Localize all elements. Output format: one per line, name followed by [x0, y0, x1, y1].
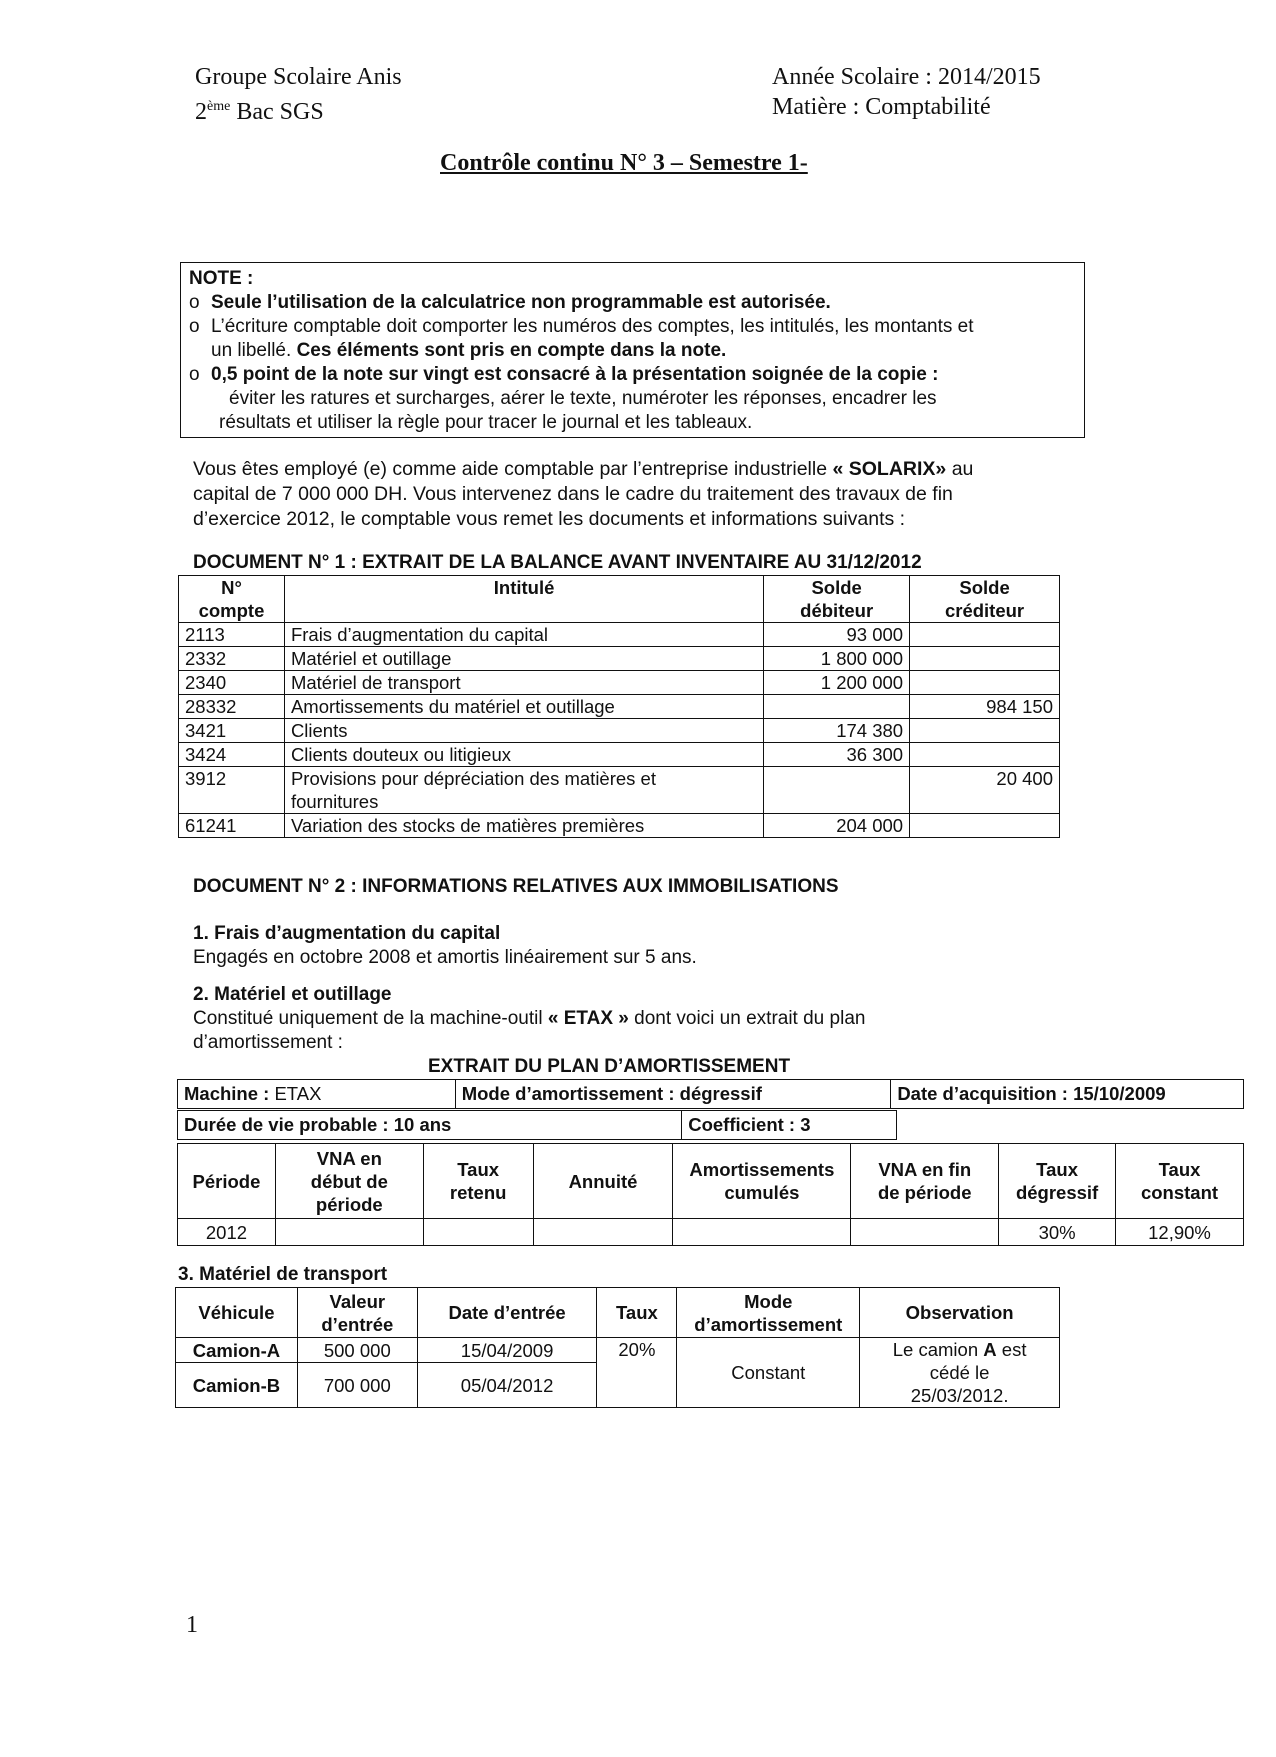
note-label: NOTE :: [189, 268, 254, 289]
col-header-credit: Solde créditeur: [910, 576, 1060, 623]
table-row: 2340 Matériel de transport 1 200 000: [179, 671, 1060, 695]
table-row: 2113 Frais d’augmentation du capital 93 000: [179, 623, 1060, 647]
page-title: Contrôle continu N° 3 – Semestre 1-: [440, 150, 808, 176]
page-number: 1: [186, 1612, 198, 1638]
subject: Matière : Comptabilité: [772, 94, 991, 120]
mode-cell: Mode d’amortissement : dégressif: [455, 1080, 891, 1109]
note-box: [180, 262, 1085, 438]
observation-cell: Le camion A est cédé le 25/03/2012.: [860, 1338, 1060, 1408]
class-name: 2ème Bac SGS: [195, 99, 324, 125]
doc1-title: DOCUMENT N° 1 : EXTRAIT DE LA BALANCE AVANT INVENTAIRE AU 31/12/2012: [193, 552, 922, 573]
table-row: 2012 30% 12,90%: [178, 1219, 1244, 1246]
section-2: 2. Matériel et outillage Constitué uniquement de la machine-outil « ETAX » dont voici un extrait du plan d’amortissement :: [193, 984, 866, 1053]
table-row: Camion-B 700 000 05/04/2012: [176, 1363, 1060, 1408]
section-2-text: Constitué uniquement de la machine-outil « ETAX » dont voici un extrait du plan: [193, 1008, 866, 1029]
section-2-title: 2. Matériel et outillage: [193, 984, 392, 1005]
school-name: Groupe Scolaire Anis: [195, 64, 402, 90]
balance-table: [178, 575, 1060, 838]
col-header-compte: N° compte: [179, 576, 285, 623]
header-left: [195, 62, 402, 127]
col-header-intitule: Intitulé: [284, 576, 763, 623]
section-1-title: 1. Frais d’augmentation du capital: [193, 923, 501, 944]
balance-header-row: [179, 576, 1060, 623]
section-3-title: 3. Matériel de transport: [178, 1264, 388, 1285]
vehicle-table: [175, 1287, 1060, 1408]
table-row: 3912 Provisions pour dépréciation des matières et fournitures 20 400: [179, 767, 1060, 814]
section-1: [193, 922, 697, 970]
doc2-title: DOCUMENT N° 2 : INFORMATIONS RELATIVES AUX IMMOBILISATIONS: [193, 876, 839, 897]
plan-info-table: [177, 1079, 1244, 1109]
plan-title: EXTRAIT DU PLAN D’AMORTISSEMENT: [428, 1056, 791, 1077]
machine-cell: Machine : ETAX: [178, 1080, 456, 1109]
table-row: 3421 Clients 174 380: [179, 719, 1060, 743]
note-item-2: o L’écriture comptable doit comporter les numéros des comptes, les intitulés, les montants et un libellé. Ces éléments sont pris en compte dans la note.: [189, 316, 974, 361]
bullet-icon: o: [189, 292, 200, 313]
header-right: [772, 62, 1041, 122]
duree-cell: Durée de vie probable : 10 ans: [178, 1111, 682, 1140]
plan-header-row: Période VNA en début de période Taux retenu Annuité Amortissements cumulés VNA en fin de période Taux dégressif Taux constant: [178, 1144, 1244, 1219]
section-1-text: Engagés en octobre 2008 et amortis linéairement sur 5 ans.: [193, 947, 697, 968]
bullet-icon: o: [189, 364, 200, 385]
intro-paragraph: Vous êtes employé (e) comme aide comptable par l’entreprise industrielle « SOLARIX» au capital de 7 000 000 DH. Vous intervenez dans le cadre du traitement des travaux de fin d’exercice 2012, le comptable vous remet les documents et informations suivants :: [193, 458, 974, 530]
table-row: Camion-A 500 000 15/04/2009 20% Constant Le camion A est cédé le 25/03/2012.: [176, 1338, 1060, 1363]
date-cell: Date d’acquisition : 15/10/2009: [891, 1080, 1244, 1109]
table-row: 28332 Amortissements du matériel et outillage 984 150: [179, 695, 1060, 719]
vehicle-header-row: Véhicule Valeur d’entrée Date d’entrée Taux Mode d’amortissement Observation: [176, 1288, 1060, 1338]
note-item-3: o 0,5 point de la note sur vingt est consacré à la présentation soignée de la copie : éviter les ratures et surcharges, aérer le texte, numéroter les réponses, encadrer les résultats et utiliser la règle pour tracer le journal et les tableaux.: [189, 364, 939, 433]
table-row: 2332 Matériel et outillage 1 800 000: [179, 647, 1060, 671]
table-row: 3424 Clients douteux ou litigieux 36 300: [179, 743, 1060, 767]
plan-info-table-2: [177, 1110, 897, 1140]
col-header-debit: Solde débiteur: [764, 576, 910, 623]
coef-cell: Coefficient : 3: [682, 1111, 897, 1140]
note-item-1: o Seule l’utilisation de la calculatrice non programmable est autorisée.: [189, 292, 831, 313]
bullet-icon: o: [189, 316, 200, 337]
school-year: Année Scolaire : 2014/2015: [772, 64, 1041, 90]
table-row: 61241 Variation des stocks de matières premières 204 000: [179, 814, 1060, 838]
amortization-plan-table: [177, 1143, 1244, 1246]
